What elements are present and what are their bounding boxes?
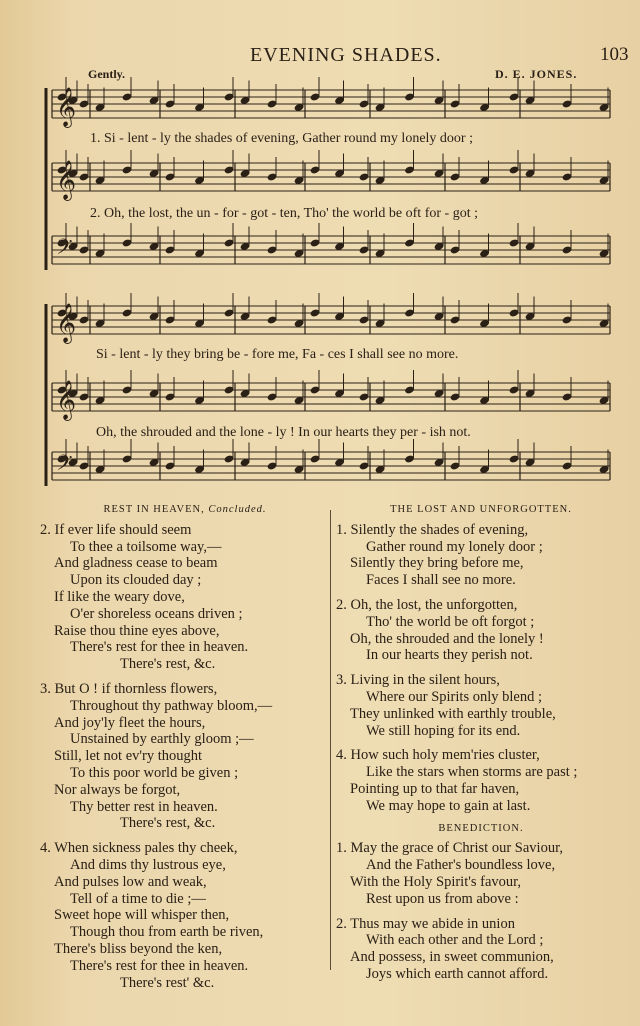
poem-line: There's rest for thee in heaven.	[70, 639, 249, 656]
poem-line: To thee a toilsome way,—	[70, 538, 222, 555]
poem-line: And dims thy lustrous eye,	[70, 856, 226, 873]
treble-clef-icon: 𝄞	[56, 160, 77, 200]
poem-line: 4. How such holy mem'ries cluster,	[336, 747, 540, 764]
poem-line: 2. Thus may we abide in union	[336, 915, 515, 932]
poem-line: And possess, in sweet communion,	[350, 949, 554, 966]
treble-clef-icon: 𝄞	[56, 380, 77, 420]
stanza-gap	[336, 664, 626, 672]
bass-clef-icon: 𝄢	[56, 451, 73, 481]
poem-line: Tell of a time to die ;—	[70, 890, 206, 907]
poem-line: 1. Silently the shades of evening,	[336, 521, 529, 538]
poem-line: We still hoping for its end.	[366, 722, 521, 739]
stanza-gap	[336, 589, 626, 597]
poem-line: In our hearts they perish not.	[366, 647, 533, 664]
poem-line: Throughout thy pathway bloom,—	[70, 697, 273, 714]
poem-line: There's rest, &c.	[120, 656, 216, 673]
page-number: 103	[600, 44, 629, 65]
poem-line: 4. When sickness pales thy cheek,	[40, 840, 238, 857]
poem-line: And gladness cease to beam	[54, 555, 218, 572]
bass-clef-icon: 𝄢	[56, 235, 73, 265]
lyric-system1-lower: 2. Oh, the lost, the un - for - got - ten, Tho' the world be oft for - got ;	[90, 206, 478, 221]
column-divider	[330, 510, 331, 970]
right-heading: THE LOST AND UNFORGOTTEN.	[390, 504, 572, 515]
poem-line: Rest upon us from above :	[366, 890, 519, 907]
left-heading: REST IN HEAVEN, Concluded.	[103, 504, 267, 515]
page-title: EVENING SHADES.	[250, 44, 442, 66]
poem-line: To this poor world be given ;	[70, 764, 239, 781]
poem-line: Though thou from earth be riven,	[70, 924, 264, 941]
poem-line: There's rest' &c.	[120, 974, 215, 991]
treble-clef-icon: 𝄞	[56, 87, 77, 127]
poem-line: Still, let not ev'ry thought	[54, 748, 203, 765]
poem-line: Raise thou thine eyes above,	[54, 622, 220, 639]
poem-line: And the Father's boundless love,	[366, 857, 556, 874]
poem-line: Unstained by earthly gloom ;—	[70, 731, 254, 748]
poem-line: O'er shoreless oceans driven ;	[70, 605, 243, 622]
poem-line: 2. If ever life should seem	[40, 521, 192, 538]
poem-line: Tho' the world be oft forgot ;	[366, 613, 535, 630]
benediction-heading: BENEDICTION.	[438, 822, 524, 834]
stanza-gap	[40, 673, 330, 681]
lyric-system2-upper: Si - lent - ly they bring be - fore me, Fa - ces I shall see no more.	[96, 347, 459, 362]
poem-line: Sweet hope will whisper then,	[54, 907, 230, 924]
poem-line: They unlinked with earthly trouble,	[350, 705, 556, 722]
poem-line: Joys which earth cannot afford.	[366, 965, 549, 982]
stanza-gap	[336, 739, 626, 747]
poem-line: 1. May the grace of Christ our Saviour,	[336, 840, 563, 857]
poem-line: There's bliss beyond the ken,	[54, 940, 223, 957]
poem-line: Thy better rest in heaven.	[70, 798, 218, 815]
poem-line: Pointing up to that far haven,	[350, 780, 520, 797]
stanza-gap	[336, 908, 626, 916]
lyric-system1-upper: 1. Si - lent - ly the shades of evening, Gather round my lonely door ;	[90, 131, 473, 146]
poem-line: 2. Oh, the lost, the unforgotten,	[336, 596, 518, 613]
tempo-marking: Gently.	[88, 67, 126, 81]
poem-line: Nor always be forgot,	[54, 781, 181, 798]
poem-line: Upon its clouded day ;	[70, 572, 202, 589]
poem-line: Where our Spirits only blend ;	[366, 688, 542, 705]
lyric-system2-lower: Oh, the shrouded and the lone - ly ! In our hearts they per - ish not.	[96, 425, 471, 440]
right-column	[336, 502, 626, 983]
poem-line: Oh, the shrouded and the lonely !	[350, 630, 544, 647]
stanza-gap	[40, 832, 330, 840]
treble-clef-icon: 𝄞	[56, 303, 77, 343]
poem-line: There's rest, &c.	[120, 815, 216, 832]
poem-line: And joy'ly fleet the hours,	[54, 714, 206, 731]
left-column	[40, 502, 330, 991]
poem-line: With each other and the Lord ;	[366, 932, 544, 949]
poem-line: Gather round my lonely door ;	[366, 538, 543, 555]
poem-line: 3. Living in the silent hours,	[336, 672, 500, 689]
poem-line: We may hope to gain at last.	[366, 797, 531, 814]
poem-line: Faces I shall see no more.	[366, 572, 516, 589]
poem-line: 3. But O ! if thornless flowers,	[40, 680, 218, 697]
poem-line: There's rest for thee in heaven.	[70, 957, 249, 974]
composer-name: D. E. JONES.	[495, 67, 578, 81]
poem-line: Like the stars when storms are past ;	[366, 764, 578, 781]
poem-line: Silently they bring before me,	[350, 555, 524, 572]
poem-line: And pulses low and weak,	[54, 873, 207, 890]
poem-line: If like the weary dove,	[54, 588, 185, 605]
poem-line: With the Holy Spirit's favour,	[350, 873, 521, 890]
